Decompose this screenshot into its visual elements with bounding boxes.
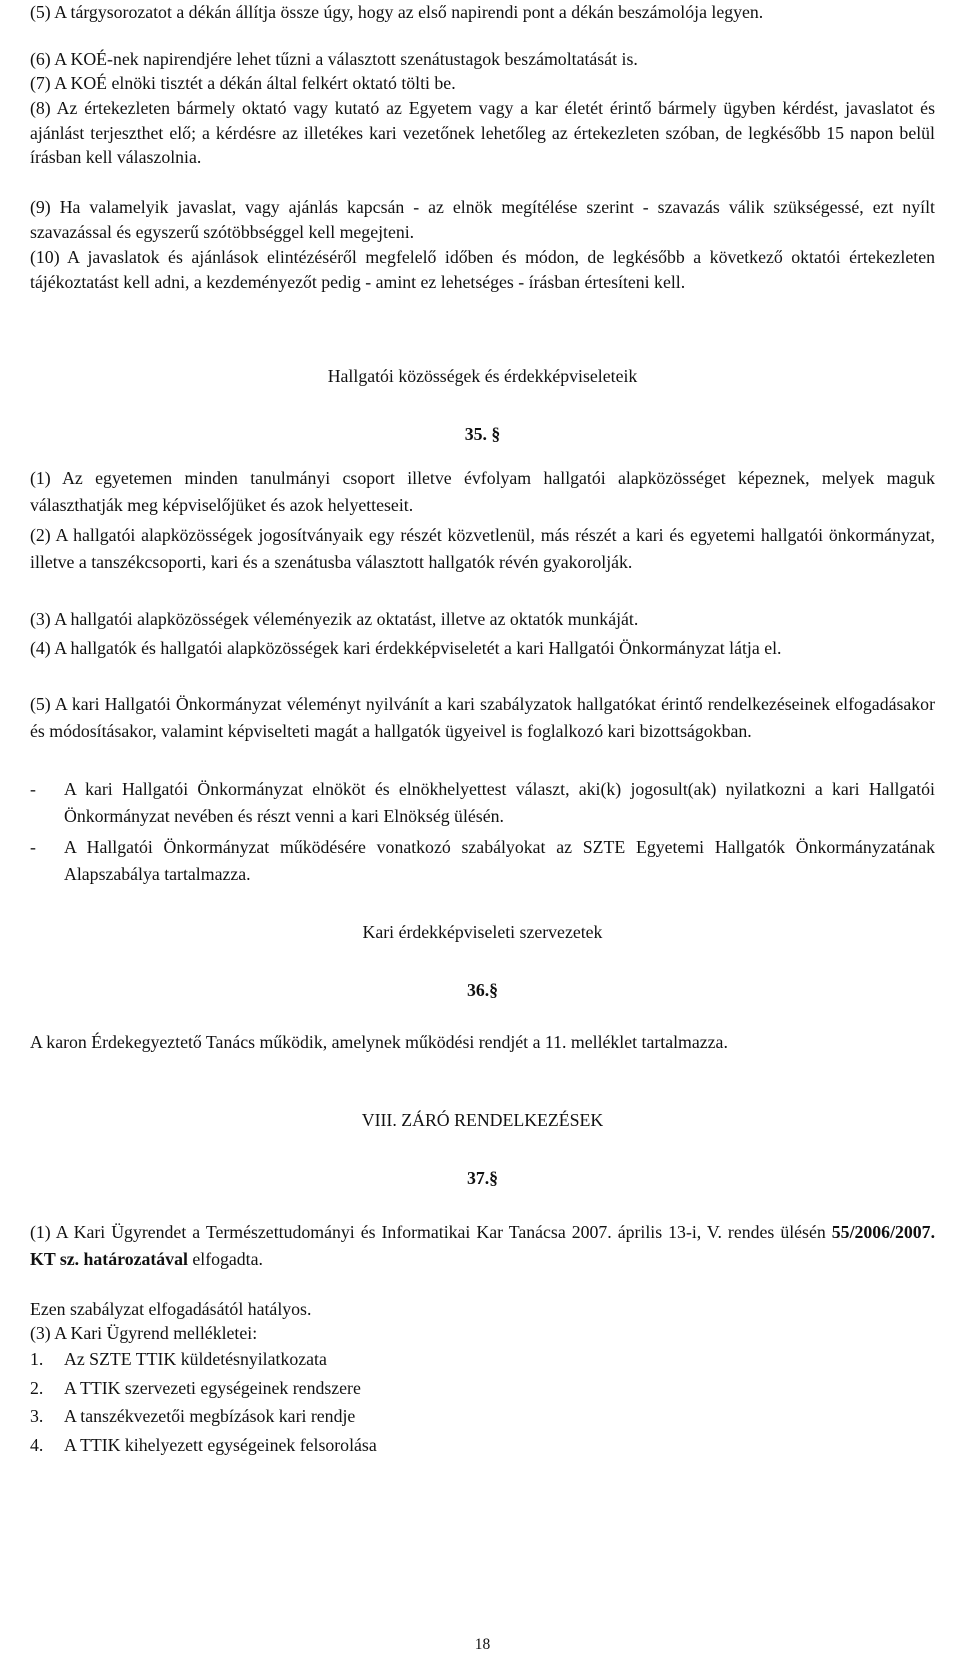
resolution-number: 55/2006/2007. KT sz. xyxy=(30,1222,936,1269)
effective-clause: Ezen szabályzat elfogadásától hatályos. xyxy=(30,1299,312,1319)
section-heading-hallgatoi: Hallgatói közösségek és érdekképviseleteik xyxy=(327,366,638,386)
annex-list-item xyxy=(30,1431,935,1460)
annex-title: A TTIK kihelyezett egységeinek felsorolása xyxy=(64,1434,377,1455)
paragraph-35-5: (5) A kari Hallgatói Önkormányzat véleményt nyilvánít a kari szabályzatok hallgatókat érintő rendelkezéseinek elfogadásakor és módosításakor, valamint képviselteti magát a hallgatók ügyeivel is foglalkozó kari bizottságokban. xyxy=(30,694,935,741)
paragraph-6: (6) A KOÉ-nek napirendjére lehet tűzni a választott szenátustagok beszámoltatását is. xyxy=(30,49,638,69)
paragraph-35-3: (3) A hallgatói alapközösségek véleményezik az oktatást, illetve az oktatók munkáját. xyxy=(30,609,639,629)
dash-item-1 xyxy=(30,776,935,830)
annex-number: 1. xyxy=(30,1349,44,1369)
dash-item-2 xyxy=(30,834,935,888)
annex-number: 4. xyxy=(30,1434,44,1455)
annex-list-item xyxy=(30,1374,935,1403)
paragraph-37-1 xyxy=(30,1219,935,1273)
paragraph-9: (9) Ha valamelyik javaslat, vagy ajánlás kapcsán - az elnök megítélése szerint - szavazás válik szükségessé, ezt nyílt szavazással és egyszerű szótöbbséggel kell megejteni. xyxy=(30,197,935,242)
annex-list-item xyxy=(30,1345,935,1374)
dash-marker: - xyxy=(30,837,36,857)
paragraph-35-2: (2) A hallgatói alapközösségek jogosítványaik egy részét közvetlenül, más részét a kari és egyetemi hallgatói önkormányzat, illetve a tanszékcsoporti, kari és a szenátusba választott hallgatók révén gyakorolják. xyxy=(30,525,935,572)
dash-marker: - xyxy=(30,779,36,799)
article-36: 36.§ xyxy=(466,980,499,1000)
annex-list-item xyxy=(30,1402,935,1431)
dash-item-2-text: A Hallgatói Önkormányzat működésére vonatkozó szabályokat az SZTE Egyetemi Hallgatók Önkormányzatának Alapszabálya tartalmazza. xyxy=(64,837,935,884)
paragraph-37-1-end: elfogadta. xyxy=(192,1249,263,1269)
chapter-heading-zaro: VIII. ZÁRÓ RENDELKEZÉSEK xyxy=(361,1110,604,1130)
annex-list xyxy=(30,1345,935,1459)
paragraph-10: (10) A javaslatok és ajánlások elintézéséről megfelelő időben és módon, de legkésőbb a következő oktatói értekezleten tájékoztatást kell adni, a kezdeményezőt pedig - amint ez lehetséges - írásban értesíteni kell. xyxy=(30,247,935,292)
paragraph-5: (5) A tárgysorozatot a dékán állítja össze úgy, hogy az első napirendi pont a dékán beszámolója legyen. xyxy=(30,2,764,22)
annex-title: Az SZTE TTIK küldetésnyilatkozata xyxy=(64,1349,327,1369)
paragraph-8: (8) Az értekezleten bármely oktató vagy kutató az Egyetem vagy a kar életét érintő bármely ügyben kérdést, javaslatot és ajánlást terjeszthet elő; a kérdésre az illetékes kari vezetőnek lehetőleg az értekezleten szóban, de legkésőbb 15 napon belül írásban kell válaszolnia. xyxy=(30,98,935,167)
paragraph-37-1-text: (1) A Kari Ügyrendet a Természettudományi és Informatikai Kar Tanácsa 2007. április 13-i, V. rendes ülésén xyxy=(30,1222,826,1242)
dash-item-1-text: A kari Hallgatói Önkormányzat elnököt és elnökhelyettest választ, aki(k) jogosult(ak) nyilatkozni a kari Hallgatói Önkormányzat nevében és részt venni a kari Elnökség ülésén. xyxy=(64,779,935,826)
page-number: 18 xyxy=(474,1636,491,1653)
paragraph-7: (7) A KOÉ elnöki tisztét a dékán által felkért oktató tölti be. xyxy=(30,73,456,93)
paragraph-36: A karon Érdekegyeztető Tanács működik, amelynek működési rendjét a 11. melléklet tartalmazza. xyxy=(30,1032,728,1052)
annex-number: 2. xyxy=(30,1377,44,1398)
article-37: 37.§ xyxy=(466,1168,499,1188)
annex-list-title: (3) A Kari Ügyrend mellékletei: xyxy=(30,1323,258,1343)
annex-title: A tanszékvezetői megbízások kari rendje xyxy=(64,1406,356,1427)
annex-title: A TTIK szervezeti egységeinek rendszere xyxy=(64,1377,361,1398)
section-heading-kari: Kari érdekképviseleti szervezetek xyxy=(362,922,603,942)
paragraph-35-1: (1) Az egyetemen minden tanulmányi csoport illetve évfolyam hallgatói alapközösséget képeznek, melyek maguk választhatják meg képviselőjüket és azok helyetteseit. xyxy=(30,468,935,515)
paragraph-35-4: (4) A hallgatók és hallgatói alapközösségek kari érdekképviseletét a kari Hallgatói Önkormányzat látja el. xyxy=(30,638,782,658)
annex-number: 3. xyxy=(30,1406,44,1427)
resolution-word: határozatával xyxy=(83,1249,188,1269)
article-35: 35. § xyxy=(464,424,501,444)
